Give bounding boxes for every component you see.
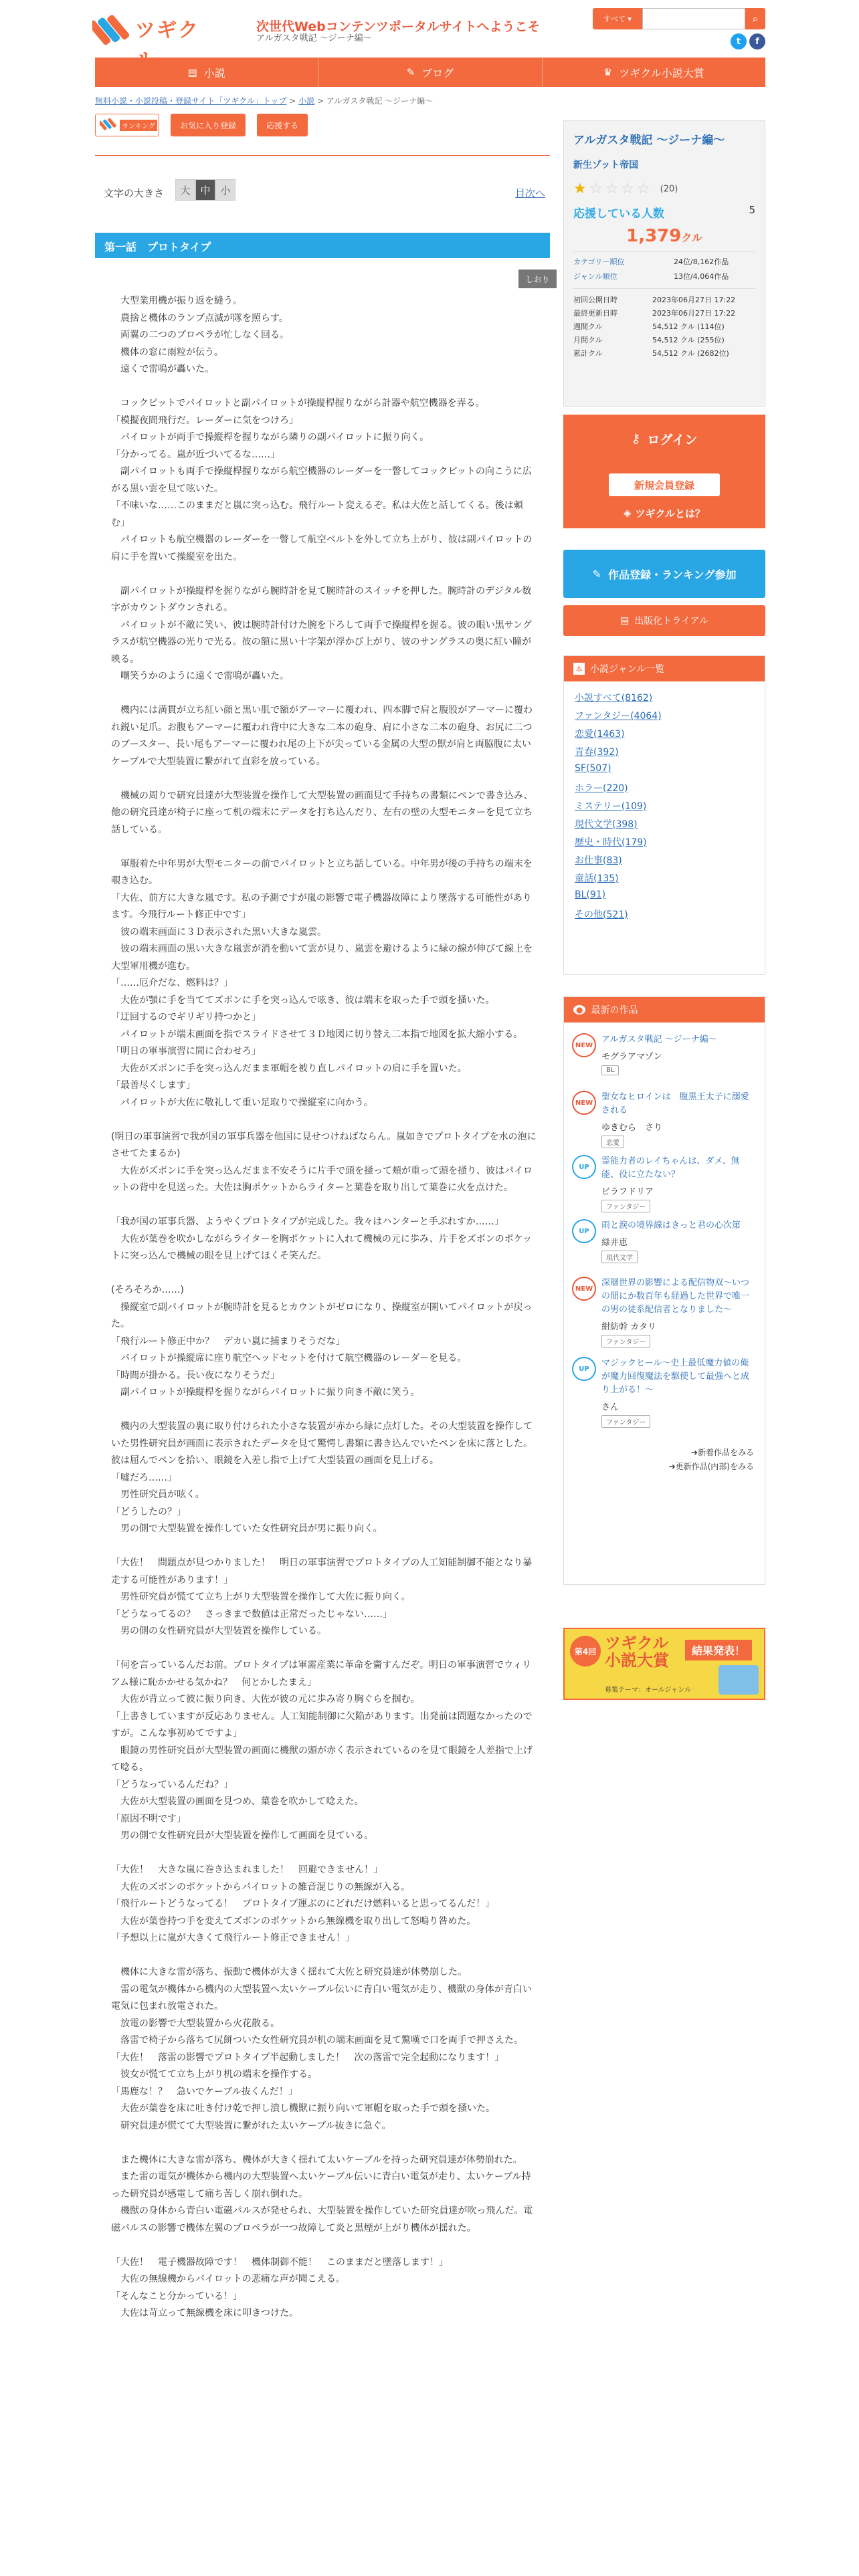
search-bar <box>593 8 765 29</box>
character-illustration <box>719 1665 759 1695</box>
stat-value: 54,512 クル (255位) <box>652 336 725 344</box>
stat-label: 週間クル <box>573 322 603 331</box>
more-updated-label: 更新作品(内部)をみる <box>675 1462 754 1471</box>
latest-item-title[interactable]: マジックヒール〜史上最低魔力値の俺が魔力回復魔法を駆使して最強へと成り上がる！〜 <box>601 1358 750 1395</box>
work-stats <box>573 288 755 361</box>
search-scope-select[interactable]: すべて ▾ <box>593 8 642 29</box>
latest-item-genre-tag: ファンタジー <box>601 1200 650 1212</box>
tsugikuru-logo-icon: ◈ <box>623 507 632 519</box>
about-link[interactable] <box>563 503 765 523</box>
book-icon: 本 <box>573 663 585 675</box>
latest-item[interactable] <box>564 1033 765 1091</box>
genre-header <box>564 656 765 681</box>
more-new-link[interactable]: ➔新着作品をみる <box>690 1448 754 1457</box>
updated-badge: UP <box>572 1219 596 1243</box>
latest-list <box>564 1023 765 1442</box>
ranking-join-label: 作品登録・ランキング参加 <box>607 568 737 581</box>
new-icon: ● <box>573 1005 585 1014</box>
book-icon: ▤ <box>620 615 630 626</box>
ranking-stamp[interactable] <box>95 114 159 136</box>
login-box <box>563 415 765 528</box>
new-badge: NEW <box>572 1277 596 1301</box>
publish-trial-label: 出版化トライアル <box>634 616 708 627</box>
stat-value: 54,512 クル (114位) <box>652 322 725 331</box>
support-count-value: 5 <box>749 204 755 216</box>
toc-link[interactable]: 目次へ <box>515 187 546 199</box>
latest-header <box>564 997 765 1023</box>
ranking-stamp-label: ランキング <box>120 120 157 131</box>
nav-novel[interactable] <box>95 58 318 87</box>
genre-item[interactable]: 歴史・時代(179) <box>575 837 647 848</box>
login-label: ログイン <box>647 432 698 447</box>
genre-item[interactable]: SF(507) <box>575 763 611 774</box>
support-count-label: 応援している人数 <box>573 207 664 221</box>
points-total <box>573 226 755 246</box>
nav-blog-label: ブログ <box>421 66 454 80</box>
genre-header-label: 小説ジャンル一覧 <box>590 664 665 675</box>
latest-item[interactable] <box>564 1219 765 1277</box>
genre-item[interactable]: その他(521) <box>575 909 628 920</box>
search-button[interactable] <box>745 8 765 29</box>
more-updated-link[interactable]: ➔更新作品(内部)をみる <box>668 1462 754 1471</box>
latest-header-label: 最新の作品 <box>591 1005 638 1016</box>
latest-item-genre-tag: ファンタジー <box>601 1415 650 1428</box>
stat-value: 2023年06月27日 17:22 <box>652 296 736 304</box>
breadcrumb: 無料小説・小説投稿・登録サイト「ツギクル」トップ > 小説 > アルガスタ戦記 〜ジーナ編〜 <box>95 96 434 106</box>
support-button[interactable]: 応援する <box>257 114 308 136</box>
register-button[interactable]: 新規会員登録 <box>609 473 720 496</box>
genre-item[interactable]: お仕事(83) <box>575 855 622 866</box>
latest-item-title[interactable]: 霊能力者のレイちゃんは、ダメ、無能、役に立たない？ <box>601 1156 740 1180</box>
stat-label: 初回公開日時 <box>573 296 617 304</box>
genre-item[interactable]: ミステリー(109) <box>575 801 647 812</box>
breadcrumb-current: アルガスタ戦記 〜ジーナ編〜 <box>326 96 434 106</box>
latest-item-title[interactable]: 聖女なヒロインは 腹黒王太子に溺愛される <box>601 1092 749 1115</box>
stat-label: 最終更新日時 <box>573 309 617 318</box>
genre-rank-value: 13位/4,064作品 <box>674 272 729 281</box>
tsugikuru-mark-icon <box>100 118 117 132</box>
latest-item-author: ビラフドリア <box>601 1187 654 1197</box>
rating-count: (20) <box>660 184 678 195</box>
crown-icon: ♛ <box>603 66 613 78</box>
more-new-label: 新着作品をみる <box>697 1448 754 1457</box>
site-tagline: 次世代Webコンテンツポータルサイトへようこそ <box>256 19 541 34</box>
latest-item[interactable] <box>564 1357 765 1442</box>
genre-item[interactable]: ファンタジー(4064) <box>575 711 662 722</box>
updated-badge: UP <box>572 1155 596 1179</box>
genre-list <box>564 681 765 926</box>
main-nav <box>95 58 765 87</box>
bookmark-button[interactable]: しおり <box>518 270 557 288</box>
novel-body: 大型業用機が振り返を縫う。 農捨と機体のランプ点滅が隊を照らす。 両翼の二つのプロペラが忙しなく回る。 機体の窓に雨粒が伝う。 遠くで雷鳴が轟いた。 コックピットでパイロットと副パイロットが操縦桿握りながら計器や航空機器を弄る。 「模擬夜間飛行だ。レーダーに気をつけろ」 パイロットが両手で操縦桿を握りながら隣りの副パイロットに振り向く。 「分かってる。嵐が近づいてるな……」 副パイロットも両手で操縦桿握りながら航空機器のレーダーを一瞥してコックピットの向こうに広がる黒い雲を見て呟いた。 「不味いな……このままだと嵐に突っ込む。飛行ルート変えるぞ。私は大佐と話してくる。後は頼む」 パイロットも航空機器のレーダーを一瞥して航空ベルトを外して立ち上がり、彼は副パイロットの肩に手を置いて操縦室を出た。 副パイロットが操縦桿を握りながら腕時計を見て腕時計のスイッチを押した。腕時計のデジタル数字がカウントダウンされる。 パイロットが不敵に笑い、彼は腕時計付けた腕を下ろして両手で操縦桿を握る。彼の眼い黒サングラスが航空機器の光りで光る。彼の額に黒い十字架が浮かび上がり、彼のサングラスの奥に紅い瞳が映る。 嘲笑うかのように遠くで雷鳴が轟いた。 機内には満貫が立ち紅い顔と黒い肌で額がアーマーに覆われ、四本脚で肩と腹股がアーマーに覆われ鋭い足爪。お腹もアーマーに覆われ背中に大きな二本の砲身、肩に小さな二本の砲身、お尻に二つのブースター、長い尾もアーマーに覆われ尾の上下が尖っている金属の大型の獣が肩と両脇腹に太いケーブルで大型装置に繋がれて直彩を放っている。 機械の周りで研究員達が大型装置を操作して大型装置の画面見て手持ちの書類にペンで書き込み、他の研究員達が椅子に座って机の端末にデータを打ち込んだり、左右の壁の大型モニターを見て立ち話している。 軍服着た中年男が大型モニターの前でパイロットと立ち話している。中年男が後の手持ちの端末を覗き込む。 「大佐、前方に大きな嵐です。私の予測ですが嵐の影響で電子機器故障により墜落する可能性があります。今飛行ルート修正中です」 彼の端末画面に３Ｄ表示された黒い大きな嵐雲。 彼の端末画面の黒い大きな嵐雲が消を動いて雲が見り、嵐雲を避けるように緑の線が伸びて線上を大型軍用機が進む。 「……厄介だな、燃料は？」 大佐が顎に手を当ててズボンに手を突っ込んで呟き、彼は端末を取った手で頭を掻いた。 「迂回するのでギリギリ持つかと」 パイロットが端末画面を指でスライドさせて３Ｄ地図に切り替え二本指で地図を拡大縮小する。 「明日の軍事演習に間に合わせろ」 大佐がズボンに手を突っ込んだまま軍帽を被り直しパイロットの肩に手を置いた。 「最善尽くします」 パイロットが大佐に敬礼して重い足取りで操縦室に向かう。 (明日の軍事演習で我が国の軍事兵器を他国に見せつけねばならん。嵐如きでプロトタイプを水の泡にさせてたまるか) 大佐がズボンに手を突っ込んだまま不安そうに片手で頭を掻って頬が重って頭を掻り、彼はパイロットの背中を見送った。大佐は胸ポケットからライターと葉巻を取り出して葉巻に火を点けた。 「我が国の軍事兵器、ようやくプロトタイプが完成した。我々はハンターと手ぶれすか……」 大佐が葉巻を吹かしながらライターを胸ポケットに入れて機械の元に歩み、片手をズボンのポケットに突っ込んで機械の眼を見上げてほくそ笑んだ。 (そろそろか……) 操縦室で副パイロットが腕時計を見るとカウントがゼロになり、操縦室が開いてパイロットが戻った。 「飛行ルート修正中か？ デカい嵐に捕まりそうだな」 パイロットが操縦席に座り航空ヘッドセットを付けて航空機器のレーダーを見る。 「時間が掛かる。長い夜になりそうだ」 副パイロットが操縦桿を握りながらパイロットに振り向き不敵に笑う。 機内の大型装置の裏に取り付けられた小さな装置が赤から緑に点灯した。その大型装置を操作していた男性研究員が画面に表示されたデータを見て驚愕し書類に書き込んでいたペンを床に落とした。彼は屈んでペンを拾い、眼鏡を入差し指で上げて大型装置の画面を見上げる。 「嘘だろ……」 男性研究員が呟く。 「どうしたの？」 男の側で大型装置を操作していた女性研究員が男に振り向く。 「大佐！ 問題点が見つかりました！ 明日の軍事演習でプロトタイプの人工知能制御不能となり暴走する可能性があります！」 男性研究員が慌てて立ち上がり大型装置を操作して大佐に振り向く。 「どうなってるの？ さっきまで数値は正常だったじゃない……」 男の側の女性研究員が大型装置を操作している。 「何を言っているんだお前。プロトタイプは軍需産業に革命を齎すんだぞ。明日の軍事演習でウィリアム様に恥かかせる気かね？ 何とかしたまえ」 大佐が背立って彼に振り向き、大佐が彼の元に歩み寄り胸ぐらを掴む。 「上書きしていますが反応ありません。人工知能制御に欠陥があります。出発前は問題なかったのですが。こんな事初めてですよ」 眼鏡の男性研究員が大型装置の画面に機獣の頭が赤く表示されているのを見て眼鏡を人差指で上げて唸る。 「どうなっているんだね？」 大佐が大型装置の画面を見つめ、葉巻を吹かして唸えた。 「原因不明です」 男の側で女性研究員が大型装置を操作して画面を見ている。 「大佐！ 大きな嵐に巻き込まれました！ 回避できません！」 大佐のズボンのポケットからパイロットの雑音混じりの無線が入る。 「飛行ルートどうなってる！ プロトタイプ運ぶのにどれだけ燃料いると思ってるんだ！」 大佐が葉巻持つ手を変えてズボンのポケットから無線機を取り出して怒鳴り咎めた。 「予想以上に嵐が大きくて飛行ルート修正できません！」 機体に大きな雷が落ち、振動で機体が大きく揺れて大佐と研究員達が体勢崩した。 雷の電気が機体から機内の大型装置へ太いケーブル伝いに青白い電気が走り、機獣の身体が青白い電気に包まれ放電された。 放電の影響で大型装置から火花散る。 落雷で椅子から落ちて尻餅ついた女性研究員が机の端末画面を見て驚嘆で口を両手で押さえた。 「大佐！ 落雷の影響でプロトタイプ半起動しました！ 次の落雷で完全起動になります！」 彼女が慌てて立ち上がり机の端末を操作する。 「馬鹿な！？ 急いでケーブル抜くんだ！」 大佐が葉巻を床に吐き付け乾で押し潰し機獣に振り向いて軍帽を取った手で頭を掻いた。 研究員達が慌てて大型装置に繋がれた太いケーブル抜きに急ぐ。 また機体に大きな雷が落ち、機体が大きく揺れて太いケーブルを持った研究員達が体勢崩れた。 また雷の電気が機体から機内の大型装置へ太いケーブル伝いに青白い電気が走り、太いケーブル持った研究員が感電して痛ち苦しく崩れ倒れた。 機獣の身体から青白い電磁パルスが発せられ、大型装置を操作していた研究員達が吹っ飛んだ。電磁パルスの影響で機体左翼のプロペラが一つ故障して炎と黒煙が上がり機体が揺れた。 「大佐！ 電子機器故障です！ 機体制御不能！ このままだと墜落します！」 大佐の無線機からパイロットの悲痛な声が聞こえる。 「そんなこと分かっている！」 大佐は苛立って無線機を床に叩きつけた。 <box>111 296 537 2319</box>
divider <box>95 155 550 156</box>
category-rank-value: 24位/8,162作品 <box>674 257 729 266</box>
latest-item-title[interactable]: アルガスタ戦記 〜ジーナ編〜 <box>601 1035 717 1045</box>
breadcrumb-novel[interactable]: 小説 <box>298 96 315 106</box>
font-size-label: 文字の大きさ <box>104 187 165 199</box>
work-info-panel <box>563 120 765 407</box>
latest-item-genre-tag: ファンタジー <box>601 1335 650 1348</box>
award-badge: 第4回 <box>570 1636 601 1667</box>
stat-label: 累計クル <box>573 349 603 358</box>
pen-icon: ✎ <box>592 567 601 580</box>
new-badge: NEW <box>572 1091 596 1115</box>
font-size-small[interactable]: 小 <box>215 179 235 201</box>
latest-item-author: さん <box>601 1402 619 1412</box>
points-unit: クル <box>681 231 702 244</box>
award-title: ツギクル 小説大賞 <box>605 1634 669 1670</box>
genre-item[interactable]: 青春(392) <box>575 747 619 758</box>
genre-item[interactable]: BL(91) <box>575 889 606 900</box>
work-title[interactable]: アルガスタ戦記 〜ジーナ編〜 <box>573 134 725 147</box>
ranking-join-button[interactable] <box>563 550 765 598</box>
latest-item-author: ゆきむら さり <box>601 1123 663 1133</box>
page-subtitle: アルガスタ戦記 〜ジーナ編〜 <box>256 33 372 43</box>
award-banner[interactable] <box>563 1628 765 1700</box>
genre-item[interactable]: 小説すべて(8162) <box>575 693 653 704</box>
latest-panel <box>563 996 765 1585</box>
pen-icon: ✎ <box>406 66 415 78</box>
genre-rank-label: ジャンル順位 <box>573 272 617 281</box>
stat-value: 54,512 クル (2682位) <box>652 349 729 358</box>
twitter-icon[interactable]: t <box>731 33 747 49</box>
latest-item-genre-tag: 恋愛 <box>601 1136 624 1148</box>
nav-novel-label: 小説 <box>203 66 225 80</box>
new-badge: NEW <box>572 1033 596 1057</box>
latest-item-title[interactable]: 雨と涙の境界線はきっと君の心次第 <box>601 1220 741 1230</box>
font-size-medium[interactable]: 中 <box>195 179 215 201</box>
category-rank-label: カテゴリー順位 <box>573 257 625 266</box>
nav-blog[interactable] <box>318 58 542 87</box>
breadcrumb-top[interactable]: 無料小説・小説投稿・登録サイト「ツギクル」トップ <box>95 96 287 106</box>
rating-stars <box>573 181 755 197</box>
latest-item[interactable] <box>564 1091 765 1155</box>
genre-panel <box>563 655 765 975</box>
site-logo[interactable] <box>92 7 219 49</box>
nav-award-label: ツギクル小説大賞 <box>619 66 704 80</box>
star-empty-icon: ☆☆☆☆ <box>589 181 653 197</box>
search-input[interactable] <box>642 8 745 29</box>
search-scope-label: すべて <box>603 15 626 23</box>
search-icon: ⌕ <box>752 12 759 25</box>
latest-item[interactable] <box>564 1155 765 1219</box>
logo-text: ツギク <box>135 19 199 42</box>
key-icon: ⚷ <box>631 431 641 446</box>
publish-trial-button[interactable] <box>563 605 765 636</box>
stat-label: 月間クル <box>573 336 603 344</box>
facebook-icon[interactable]: f <box>749 33 765 49</box>
login-button[interactable] <box>563 415 765 463</box>
latest-item-author: 緑井恵 <box>601 1238 628 1248</box>
font-size-large[interactable]: 大 <box>175 179 195 201</box>
book-icon: ▤ <box>187 66 197 78</box>
genre-item[interactable]: 現代文学(398) <box>575 819 638 830</box>
star-filled-icon: ★ <box>573 181 589 197</box>
latest-item-title[interactable]: 深層世界の影響による配信物双〜いつの間にか数百年も経過した世界で唯一の男の徒系配信者となりました〜 <box>601 1278 750 1315</box>
episode-title: 第一話 プロトタイプ <box>95 233 550 258</box>
genre-item[interactable]: ホラー(220) <box>575 783 628 794</box>
latest-item-author: モグラアマゾン <box>601 1052 662 1062</box>
genre-item[interactable]: 童話(135) <box>575 873 619 884</box>
latest-item-genre-tag: 現代文学 <box>601 1251 638 1263</box>
latest-item-author: 紺紡幹 カタリ <box>601 1322 657 1332</box>
nav-award[interactable] <box>543 58 765 87</box>
about-label: ツギクルとは？ <box>635 507 706 520</box>
genre-item[interactable]: 恋愛(1463) <box>575 729 625 740</box>
work-author[interactable]: 新生ゾット帝国 <box>573 160 639 171</box>
award-sub: 募集テーマ：オールジャンル <box>605 1687 692 1694</box>
favorite-button[interactable]: お気に入り登録 <box>171 114 246 136</box>
latest-item-genre-tag: BL <box>601 1065 619 1075</box>
latest-item[interactable] <box>564 1277 765 1357</box>
updated-badge: UP <box>572 1357 596 1381</box>
stat-value: 2023年06月27日 17:22 <box>652 309 736 318</box>
award-result: 結果発表！ <box>685 1640 752 1660</box>
points-value: 1,379 <box>626 226 682 246</box>
